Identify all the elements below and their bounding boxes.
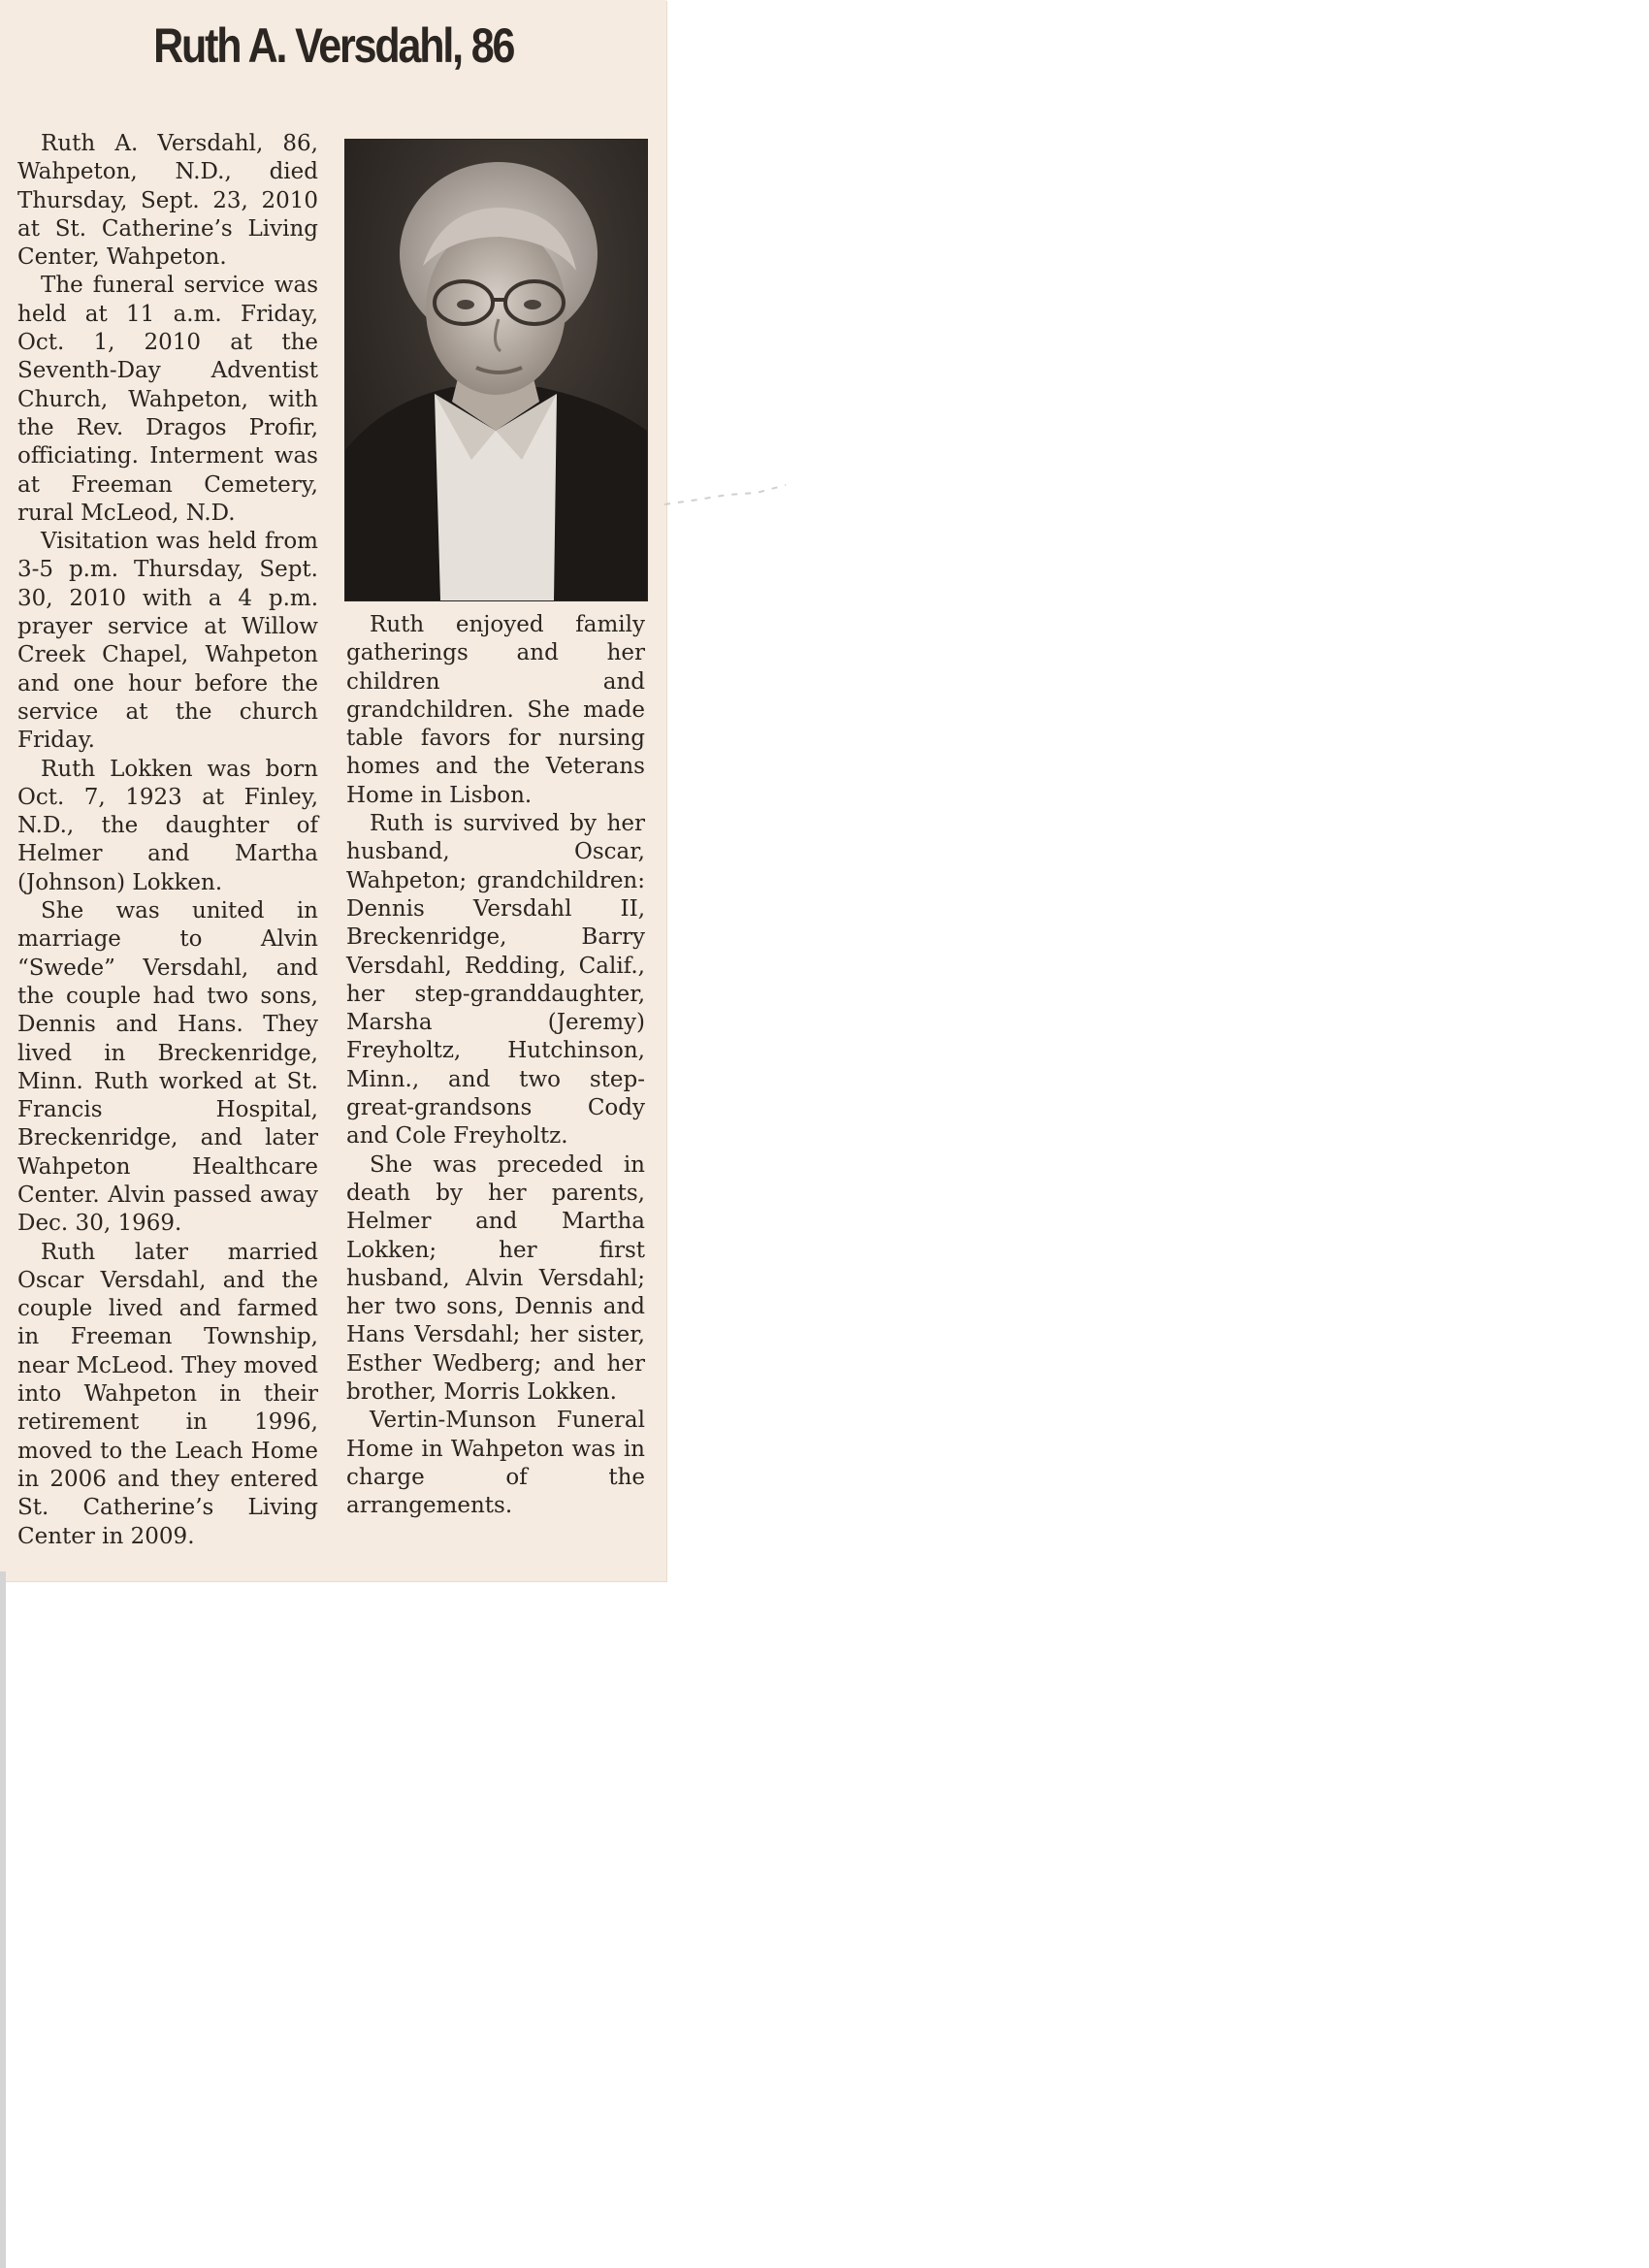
obituary-column-right <box>346 611 645 1521</box>
paragraph: She was united in marriage to Alvin “Swede” Versdahl, and the couple had two sons, Dennis and Hans. They lived in Breckenridge, Minn. Ruth worked at St. Francis Hospital, Breckenridge, and later Wahpeton Healthcare Center. Alvin passed away Dec. 30, 1969. <box>17 898 318 1237</box>
scanner-edge-line <box>0 1571 6 2268</box>
portrait-illustration <box>345 140 647 600</box>
obituary-column-left <box>17 130 318 1551</box>
paragraph: Ruth is survived by her husband, Oscar, Wahpeton; grandchildren: Dennis Versdahl II, Breckenridge, Barry Versdahl, Redding, Calif., her step-granddaughter, Marsha (Jeremy) Freyholtz, Hutchinson, Minn., and two step-great-grandsons Cody and Cole Freyholtz. <box>346 811 645 1150</box>
obituary-headline: Ruth A. Versdahl, 86 <box>153 18 514 73</box>
paragraph: Vertin-Munson Funeral Home in Wahpeton was in charge of the arrangements. <box>346 1408 645 1519</box>
paragraph: The funeral service was held at 11 a.m. Friday, Oct. 1, 2010 at the Seventh-Day Adventist Church, Wahpeton, with the Rev. Dragos Profir, officiating. Interment was at Freeman Cemetery, rural McLeod, N.D. <box>17 273 318 526</box>
newspaper-clipping <box>0 0 666 1581</box>
paragraph: Ruth later married Oscar Versdahl, and the couple lived and farmed in Freeman Township, near McLeod. They moved into Wahpeton in their retirement in 1996, moved to the Leach Home in 2006 and they entered St. Catherine’s Living Center in 2009. <box>17 1239 319 1549</box>
paragraph: She was preceded in death by her parents, Helmer and Martha Lokken; her first husband, Alvin Versdahl; her two sons, Dennis and Hans Versdahl; her sister, Esther Wedberg; and her brother, Morris Lokken. <box>346 1151 645 1406</box>
paragraph: Visitation was held from 3-5 p.m. Thursday, Sept. 30, 2010 with a 4 p.m. prayer service at Willow Creek Chapel, Wahpeton and one hour before the service at the church Friday. <box>17 529 318 754</box>
portrait-photo <box>344 139 648 601</box>
paragraph: Ruth enjoyed family gatherings and her children and grandchildren. She made table favors for nursing homes and the Veterans Home in Lisbon. <box>346 612 645 808</box>
scan-artifact <box>660 475 805 514</box>
paragraph: Ruth A. Versdahl, 86, Wahpeton, N.D., died Thursday, Sept. 23, 2010 at St. Catherine’s Living Center, Wahpeton. <box>17 131 318 271</box>
paragraph: Ruth Lokken was born Oct. 7, 1923 at Finley, N.D., the daughter of Helmer and Martha (Johnson) Lokken. <box>17 756 318 895</box>
